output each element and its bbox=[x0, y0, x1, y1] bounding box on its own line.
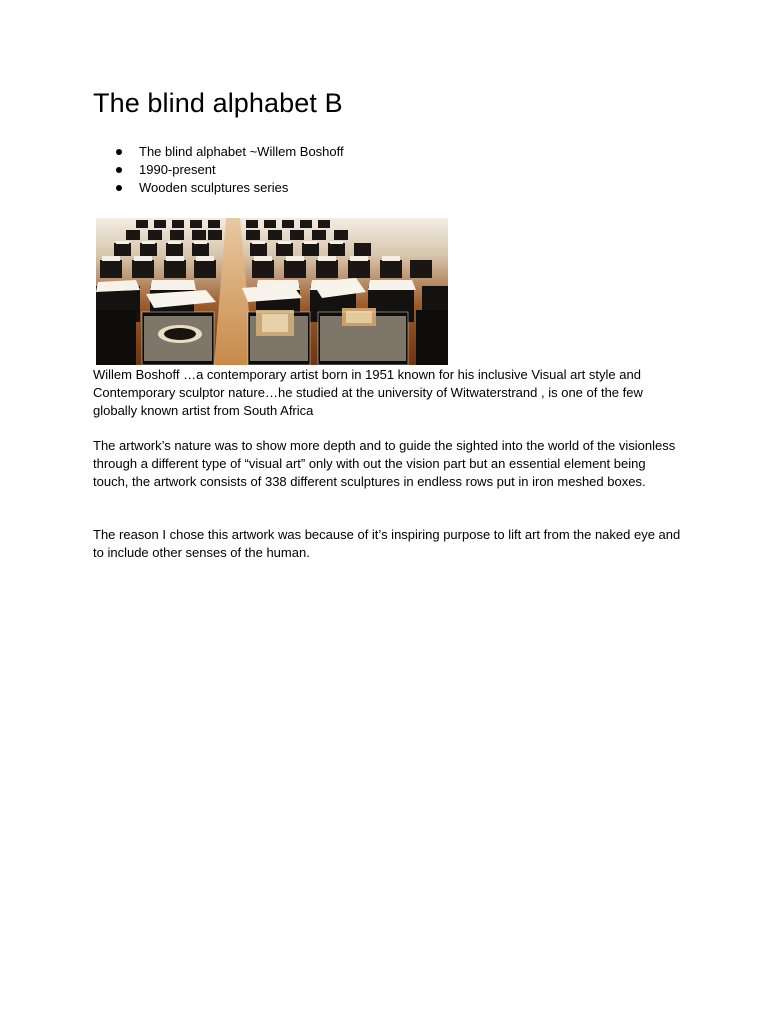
page-title: The blind alphabet B bbox=[93, 88, 343, 118]
bullet-dot-icon bbox=[116, 185, 122, 191]
bullet-dot-icon bbox=[116, 149, 122, 155]
bullet-list bbox=[93, 143, 344, 197]
bullet-text: 1990-present bbox=[139, 162, 216, 177]
paragraph-artist-bio: Willem Boshoff …a contemporary artist born in 1951 known for his inclusive Visual art style and Contemporary sculptor nature…he studied at the university of Witwaterstrand , is one of the few globally known artist from South Africa bbox=[93, 367, 643, 418]
paragraph-artwork-nature: The artwork’s nature was to show more depth and to guide the sighted into the world of the visionless through a different type of “visual art” only with out the vision part but an essential element being touch, the artwork consists of 338 different sculptures in endless rows put in iron meshed boxes. bbox=[93, 438, 676, 489]
artwork-photo bbox=[96, 218, 448, 365]
artwork-photo-illustration bbox=[96, 218, 448, 365]
bullet-text: Wooden sculptures series bbox=[139, 180, 289, 195]
bullet-dot-icon bbox=[116, 167, 122, 173]
paragraph-reason: The reason I chose this artwork was because of it’s inspiring purpose to lift art from the naked eye and to include other senses of the human. bbox=[93, 527, 681, 560]
bullet-text: The blind alphabet ~Willem Boshoff bbox=[139, 144, 344, 159]
bullet-item bbox=[93, 143, 344, 161]
bullet-item bbox=[93, 161, 344, 179]
bullet-item bbox=[93, 179, 344, 197]
